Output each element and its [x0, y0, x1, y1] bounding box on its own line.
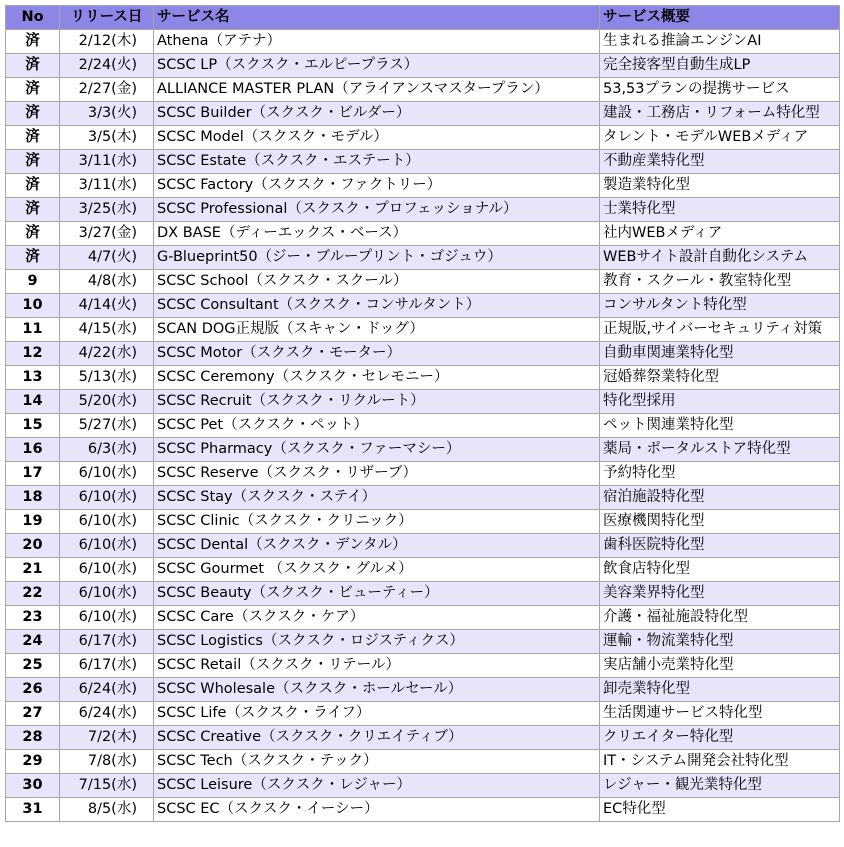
row-no-cell: 20 — [6, 534, 60, 558]
row-service-overview-cell: 製造業特化型 — [600, 174, 840, 198]
row-release-date-cell: 6/24(水) — [60, 702, 154, 726]
table-row — [6, 318, 840, 342]
row-release-date-cell: 3/11(水) — [60, 150, 154, 174]
row-release-date-cell: 7/15(水) — [60, 774, 154, 798]
row-no-cell: 25 — [6, 654, 60, 678]
row-no-cell: 済 — [6, 102, 60, 126]
row-no-cell: 30 — [6, 774, 60, 798]
row-service-overview-cell: 53,53プランの提携サービス — [600, 78, 840, 102]
column-header-release-date: リリース日 — [60, 6, 154, 30]
row-service-name-cell: SCSC LP（スクスク・エルピープラス） — [154, 54, 600, 78]
table-row — [6, 54, 840, 78]
table-row — [6, 774, 840, 798]
row-service-name-cell: SCSC Pharmacy（スクスク・ファーマシー） — [154, 438, 600, 462]
row-service-name-cell: SCSC Estate（スクスク・エステート） — [154, 150, 600, 174]
table-row — [6, 270, 840, 294]
table-header-row — [6, 6, 840, 30]
row-service-name-cell: SCSC Logistics（スクスク・ロジスティクス） — [154, 630, 600, 654]
row-service-overview-cell: 歯科医院特化型 — [600, 534, 840, 558]
row-no-cell: 11 — [6, 318, 60, 342]
row-release-date-cell: 6/3(水) — [60, 438, 154, 462]
table-row — [6, 102, 840, 126]
row-service-name-cell: SCSC Reserve（スクスク・リザーブ） — [154, 462, 600, 486]
table-row — [6, 30, 840, 54]
table-body — [6, 30, 840, 822]
row-release-date-cell: 5/13(水) — [60, 366, 154, 390]
row-release-date-cell: 8/5(水) — [60, 798, 154, 822]
row-service-name-cell: DX BASE（ディーエックス・ベース） — [154, 222, 600, 246]
table-row — [6, 342, 840, 366]
row-service-name-cell: SCSC School（スクスク・スクール） — [154, 270, 600, 294]
row-service-name-cell: SCSC Life（スクスク・ライフ） — [154, 702, 600, 726]
table-row — [6, 78, 840, 102]
row-service-name-cell: ALLIANCE MASTER PLAN（アライアンスマスタープラン） — [154, 78, 600, 102]
row-no-cell: 済 — [6, 222, 60, 246]
table-row — [6, 438, 840, 462]
row-no-cell: 13 — [6, 366, 60, 390]
row-service-overview-cell: 教育・スクール・教室特化型 — [600, 270, 840, 294]
table-row — [6, 798, 840, 822]
row-release-date-cell: 2/27(金) — [60, 78, 154, 102]
row-no-cell: 9 — [6, 270, 60, 294]
row-release-date-cell: 7/2(木) — [60, 726, 154, 750]
row-no-cell: 済 — [6, 78, 60, 102]
table-row — [6, 150, 840, 174]
row-service-overview-cell: 卸売業特化型 — [600, 678, 840, 702]
table-row — [6, 606, 840, 630]
row-no-cell: 28 — [6, 726, 60, 750]
row-release-date-cell: 6/10(水) — [60, 582, 154, 606]
row-service-overview-cell: 生まれる推論エンジンAI — [600, 30, 840, 54]
row-service-overview-cell: 医療機関特化型 — [600, 510, 840, 534]
row-release-date-cell: 6/10(水) — [60, 606, 154, 630]
row-no-cell: 31 — [6, 798, 60, 822]
row-service-overview-cell: 正規版,サイバーセキュリティ対策 — [600, 318, 840, 342]
row-service-overview-cell: 美容業界特化型 — [600, 582, 840, 606]
row-release-date-cell: 6/17(水) — [60, 654, 154, 678]
table-row — [6, 702, 840, 726]
table-row — [6, 534, 840, 558]
table-row — [6, 198, 840, 222]
row-release-date-cell: 3/25(水) — [60, 198, 154, 222]
row-service-overview-cell: クリエイター特化型 — [600, 726, 840, 750]
row-no-cell: 27 — [6, 702, 60, 726]
row-release-date-cell: 3/11(水) — [60, 174, 154, 198]
row-service-overview-cell: 運輸・物流業特化型 — [600, 630, 840, 654]
row-service-name-cell: G-Blueprint50（ジー・ブループリント・ゴジュウ） — [154, 246, 600, 270]
column-header-service-name: サービス名 — [154, 6, 600, 30]
row-release-date-cell: 6/10(水) — [60, 486, 154, 510]
row-release-date-cell: 6/10(水) — [60, 510, 154, 534]
row-service-name-cell: SCSC Recruit（スクスク・リクルート） — [154, 390, 600, 414]
row-service-overview-cell: EC特化型 — [600, 798, 840, 822]
row-service-overview-cell: 薬局・ポータルストア特化型 — [600, 438, 840, 462]
table-row — [6, 294, 840, 318]
row-service-name-cell: SCSC Professional（スクスク・プロフェッショナル） — [154, 198, 600, 222]
table-row — [6, 390, 840, 414]
row-service-overview-cell: 特化型採用 — [600, 390, 840, 414]
row-no-cell: 19 — [6, 510, 60, 534]
row-service-name-cell: SCSC Factory（スクスク・ファクトリー） — [154, 174, 600, 198]
table-row — [6, 558, 840, 582]
row-service-overview-cell: ペット関連業特化型 — [600, 414, 840, 438]
row-service-name-cell: SCSC Gourmet （スクスク・グルメ） — [154, 558, 600, 582]
row-service-name-cell: SCSC Retail（スクスク・リテール） — [154, 654, 600, 678]
table-row — [6, 630, 840, 654]
table-row — [6, 510, 840, 534]
row-release-date-cell: 7/8(水) — [60, 750, 154, 774]
row-service-name-cell: SCSC Consultant（スクスク・コンサルタント） — [154, 294, 600, 318]
table-row — [6, 654, 840, 678]
row-no-cell: 済 — [6, 54, 60, 78]
row-release-date-cell: 5/27(水) — [60, 414, 154, 438]
row-release-date-cell: 6/17(水) — [60, 630, 154, 654]
row-service-overview-cell: 社内WEBメディア — [600, 222, 840, 246]
row-release-date-cell: 2/12(木) — [60, 30, 154, 54]
row-service-name-cell: SCSC Clinic（スクスク・クリニック） — [154, 510, 600, 534]
row-no-cell: 15 — [6, 414, 60, 438]
row-service-overview-cell: 自動車関連業特化型 — [600, 342, 840, 366]
row-service-overview-cell: 宿泊施設特化型 — [600, 486, 840, 510]
row-service-overview-cell: 完全接客型自動生成LP — [600, 54, 840, 78]
table-row — [6, 726, 840, 750]
row-service-name-cell: SCSC Dental（スクスク・デンタル） — [154, 534, 600, 558]
row-no-cell: 23 — [6, 606, 60, 630]
row-no-cell: 17 — [6, 462, 60, 486]
table-row — [6, 486, 840, 510]
row-release-date-cell: 4/14(火) — [60, 294, 154, 318]
table-row — [6, 414, 840, 438]
row-release-date-cell: 4/7(火) — [60, 246, 154, 270]
row-service-name-cell: SCSC EC（スクスク・イーシー） — [154, 798, 600, 822]
row-release-date-cell: 4/8(水) — [60, 270, 154, 294]
release-schedule-table — [5, 5, 840, 822]
row-service-overview-cell: 建設・工務店・リフォーム特化型 — [600, 102, 840, 126]
row-service-overview-cell: IT・システム開発会社特化型 — [600, 750, 840, 774]
row-release-date-cell: 6/10(水) — [60, 534, 154, 558]
row-service-overview-cell: コンサルタント特化型 — [600, 294, 840, 318]
table-row — [6, 582, 840, 606]
row-service-name-cell: SCSC Stay（スクスク・ステイ） — [154, 486, 600, 510]
row-service-name-cell: SCSC Beauty（スクスク・ビューティー） — [154, 582, 600, 606]
row-service-name-cell: SCSC Motor（スクスク・モーター） — [154, 342, 600, 366]
row-service-name-cell: SCSC Tech（スクスク・テック） — [154, 750, 600, 774]
row-service-name-cell: SCSC Creative（スクスク・クリエイティブ） — [154, 726, 600, 750]
row-release-date-cell: 4/22(水) — [60, 342, 154, 366]
row-release-date-cell: 6/10(水) — [60, 462, 154, 486]
row-service-overview-cell: 不動産業特化型 — [600, 150, 840, 174]
table-row — [6, 126, 840, 150]
row-no-cell: 10 — [6, 294, 60, 318]
row-release-date-cell: 4/15(水) — [60, 318, 154, 342]
table-row — [6, 750, 840, 774]
row-release-date-cell: 6/10(水) — [60, 558, 154, 582]
row-service-overview-cell: タレント・モデルWEBメディア — [600, 126, 840, 150]
row-release-date-cell: 5/20(水) — [60, 390, 154, 414]
row-service-name-cell: SCSC Model（スクスク・モデル） — [154, 126, 600, 150]
row-service-name-cell: SCSC Care（スクスク・ケア） — [154, 606, 600, 630]
row-service-name-cell: SCSC Leisure（スクスク・レジャー） — [154, 774, 600, 798]
table-row — [6, 678, 840, 702]
row-service-overview-cell: 生活関連サービス特化型 — [600, 702, 840, 726]
row-no-cell: 12 — [6, 342, 60, 366]
row-no-cell: 16 — [6, 438, 60, 462]
table-row — [6, 366, 840, 390]
row-release-date-cell: 2/24(火) — [60, 54, 154, 78]
row-no-cell: 済 — [6, 198, 60, 222]
row-no-cell: 24 — [6, 630, 60, 654]
row-no-cell: 18 — [6, 486, 60, 510]
row-service-overview-cell: 介護・福祉施設特化型 — [600, 606, 840, 630]
row-service-name-cell: Athena（アテナ） — [154, 30, 600, 54]
table-row — [6, 222, 840, 246]
row-service-overview-cell: 飲食店特化型 — [600, 558, 840, 582]
row-no-cell: 22 — [6, 582, 60, 606]
table-row — [6, 174, 840, 198]
row-no-cell: 29 — [6, 750, 60, 774]
table-row — [6, 462, 840, 486]
row-release-date-cell: 6/24(水) — [60, 678, 154, 702]
row-service-overview-cell: レジャー・観光業特化型 — [600, 774, 840, 798]
row-service-overview-cell: 冠婚葬祭業特化型 — [600, 366, 840, 390]
row-no-cell: 済 — [6, 246, 60, 270]
column-header-service-overview: サービス概要 — [600, 6, 840, 30]
row-service-name-cell: SCAN DOG正規版（スキャン・ドッグ） — [154, 318, 600, 342]
row-no-cell: 済 — [6, 30, 60, 54]
row-service-overview-cell: WEBサイト設計自動化システム — [600, 246, 840, 270]
row-no-cell: 21 — [6, 558, 60, 582]
row-no-cell: 済 — [6, 126, 60, 150]
row-service-overview-cell: 士業特化型 — [600, 198, 840, 222]
row-service-name-cell: SCSC Ceremony（スクスク・セレモニー） — [154, 366, 600, 390]
row-no-cell: 済 — [6, 150, 60, 174]
row-no-cell: 14 — [6, 390, 60, 414]
row-release-date-cell: 3/5(木) — [60, 126, 154, 150]
column-header-no: No — [6, 6, 60, 30]
row-service-name-cell: SCSC Pet（スクスク・ペット） — [154, 414, 600, 438]
row-release-date-cell: 3/27(金) — [60, 222, 154, 246]
row-service-overview-cell: 実店舗小売業特化型 — [600, 654, 840, 678]
row-release-date-cell: 3/3(火) — [60, 102, 154, 126]
row-no-cell: 済 — [6, 174, 60, 198]
row-no-cell: 26 — [6, 678, 60, 702]
row-service-name-cell: SCSC Wholesale（スクスク・ホールセール） — [154, 678, 600, 702]
row-service-name-cell: SCSC Builder（スクスク・ビルダー） — [154, 102, 600, 126]
row-service-overview-cell: 予約特化型 — [600, 462, 840, 486]
table-row — [6, 246, 840, 270]
